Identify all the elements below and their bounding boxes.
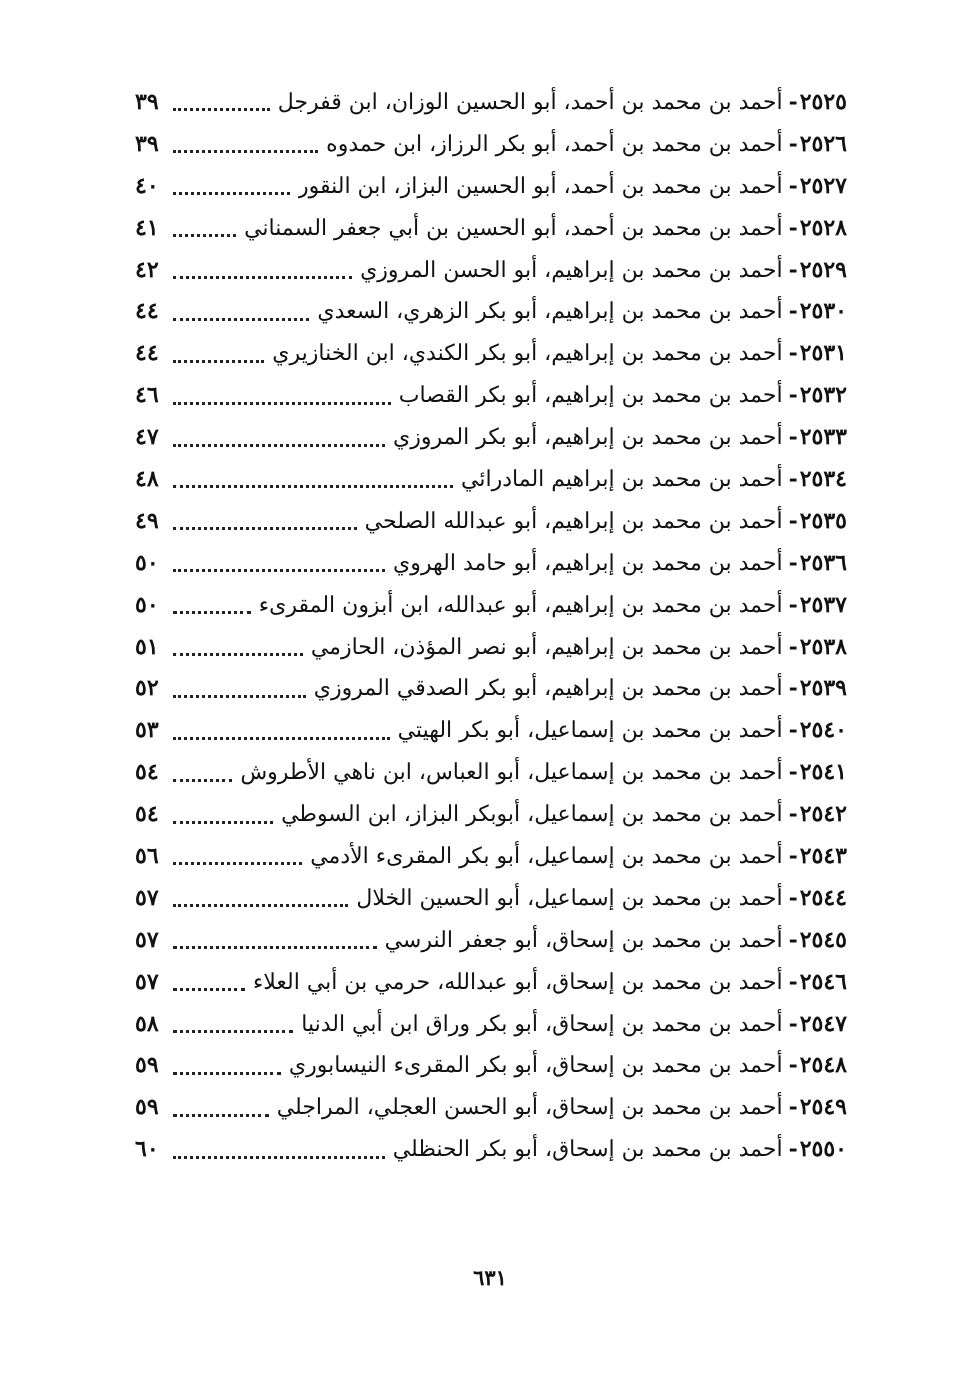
table-of-contents bbox=[135, 82, 847, 1171]
entry-title: أحمد بن محمد بن إسحاق، أبو بكر الحنظلي bbox=[392, 1137, 783, 1163]
entry-number: ٢٥٤٠ bbox=[799, 717, 847, 744]
entry-number: ٢٥٤١ bbox=[799, 759, 847, 786]
toc-entry bbox=[135, 208, 847, 250]
entry-separator: - bbox=[788, 1094, 798, 1121]
entry-page-number: ٥٧ bbox=[135, 968, 159, 995]
entry-number: ٢٥٣٤ bbox=[799, 466, 847, 493]
entry-title: أحمد بن محمد بن إسماعيل، أبو الحسين الخلال bbox=[356, 885, 783, 911]
entry-number: ٢٥٣٧ bbox=[799, 591, 847, 618]
toc-entry bbox=[135, 585, 847, 627]
entry-title: أحمد بن محمد بن إبراهيم، أبو حامد الهروي bbox=[393, 550, 783, 576]
entry-number: ٢٥٤٣ bbox=[799, 843, 847, 870]
toc-entry bbox=[135, 878, 847, 920]
entry-number: ٢٥٤٥ bbox=[799, 926, 847, 953]
dot-leader bbox=[173, 485, 453, 488]
entry-number: ٢٥٣٨ bbox=[799, 633, 847, 660]
toc-entry bbox=[135, 1087, 847, 1129]
toc-entry bbox=[135, 459, 847, 501]
toc-entry bbox=[135, 501, 847, 543]
entry-title: أحمد بن محمد بن إبراهيم، أبو عبدالله الصلحي bbox=[364, 508, 783, 534]
dot-leader bbox=[173, 1072, 281, 1075]
entry-separator: - bbox=[788, 633, 798, 660]
entry-separator: - bbox=[788, 717, 798, 744]
dot-leader bbox=[173, 1156, 385, 1159]
dot-leader bbox=[173, 276, 352, 279]
entry-number: ٢٥٤٧ bbox=[799, 1010, 847, 1037]
entry-number: ٢٥٢٨ bbox=[799, 214, 847, 241]
entry-page-number: ٥١ bbox=[135, 633, 159, 660]
entry-separator: - bbox=[788, 89, 798, 115]
entry-separator: - bbox=[788, 214, 798, 241]
entry-number: ٢٥٢٥ bbox=[799, 89, 847, 115]
dot-leader bbox=[173, 862, 302, 865]
dot-leader bbox=[173, 234, 236, 237]
toc-entry bbox=[135, 417, 847, 459]
entry-page-number: ٥٢ bbox=[135, 675, 159, 702]
toc-entry bbox=[135, 1004, 847, 1046]
entry-number: ٢٥٢٩ bbox=[799, 256, 847, 283]
toc-entry bbox=[135, 1129, 847, 1171]
entry-separator: - bbox=[788, 172, 798, 199]
dot-leader bbox=[173, 318, 309, 321]
entry-number: ٢٥٣٥ bbox=[799, 507, 847, 534]
entry-page-number: ٤٩ bbox=[135, 507, 159, 534]
entry-separator: - bbox=[788, 256, 798, 283]
entry-separator: - bbox=[788, 549, 798, 576]
entry-page-number: ٣٩ bbox=[135, 130, 159, 157]
entry-page-number: ٥٧ bbox=[135, 884, 159, 911]
entry-page-number: ٤٤ bbox=[135, 298, 159, 325]
entry-title: أحمد بن محمد بن أحمد، أبو الحسين بن أبي جعفر السمناني bbox=[244, 215, 783, 241]
entry-number: ٢٥٤٨ bbox=[799, 1052, 847, 1079]
entry-title: أحمد بن محمد بن إسحاق، أبو بكر المقرىء النيسابوري bbox=[288, 1053, 783, 1079]
entry-page-number: ٣٩ bbox=[135, 89, 159, 115]
dot-leader bbox=[173, 402, 391, 405]
dot-leader bbox=[173, 192, 290, 195]
entry-title: أحمد بن محمد بن إبراهيم، أبو نصر المؤذن، الحازمي bbox=[310, 634, 783, 660]
dot-leader bbox=[173, 946, 377, 949]
toc-entry bbox=[135, 291, 847, 333]
entry-separator: - bbox=[788, 1010, 798, 1037]
toc-entry bbox=[135, 962, 847, 1004]
entry-page-number: ٥٦ bbox=[135, 843, 159, 870]
entry-page-number: ٦٠ bbox=[135, 1136, 159, 1163]
dot-leader bbox=[173, 150, 318, 153]
entry-title: أحمد بن محمد بن إبراهيم، أبو عبدالله، ابن أبزون المقرىء bbox=[258, 592, 783, 618]
entry-separator: - bbox=[788, 843, 798, 870]
entry-number: ٢٥٣٣ bbox=[799, 424, 847, 451]
entry-page-number: ٥٤ bbox=[135, 801, 159, 828]
entry-number: ٢٥٣٦ bbox=[799, 549, 847, 576]
entry-number: ٢٥٢٧ bbox=[799, 172, 847, 199]
dot-leader bbox=[173, 1114, 269, 1117]
entry-separator: - bbox=[788, 884, 798, 911]
dot-leader bbox=[173, 360, 264, 363]
entry-separator: - bbox=[788, 675, 798, 702]
entry-title: أحمد بن محمد بن إبراهيم، أبو الحسن المروزي bbox=[360, 257, 783, 283]
dot-leader bbox=[173, 611, 251, 614]
entry-page-number: ٥٤ bbox=[135, 759, 159, 786]
dot-leader bbox=[173, 695, 306, 698]
entry-number: ٢٥٣١ bbox=[799, 340, 847, 367]
entry-separator: - bbox=[788, 424, 798, 451]
entry-separator: - bbox=[788, 1136, 798, 1163]
toc-entry bbox=[135, 794, 847, 836]
dot-leader bbox=[173, 108, 270, 111]
entry-number: ٢٥٤٤ bbox=[799, 884, 847, 911]
dot-leader bbox=[173, 653, 303, 656]
entry-title: أحمد بن محمد بن إبراهيم، أبو بكر القصاب bbox=[398, 383, 783, 409]
entry-number: ٢٥٥٠ bbox=[799, 1136, 847, 1163]
entry-title: أحمد بن محمد بن أحمد، أبو بكر الرزاز، ابن حمدوه bbox=[326, 131, 783, 157]
toc-entry bbox=[135, 836, 847, 878]
toc-entry bbox=[135, 250, 847, 292]
toc-entry bbox=[135, 1045, 847, 1087]
entry-title: أحمد بن محمد بن إسماعيل، أبو العباس، ابن ناهي الأطروش bbox=[240, 760, 783, 786]
entry-page-number: ٥٩ bbox=[135, 1094, 159, 1121]
entry-title: أحمد بن محمد بن إسحاق، أبو بكر وراق ابن أبي الدنيا bbox=[301, 1011, 783, 1037]
entry-number: ٢٥٣٩ bbox=[799, 675, 847, 702]
entry-title: أحمد بن محمد بن إسماعيل، أبوبكر البزاز، ابن السوطي bbox=[281, 802, 783, 828]
dot-leader bbox=[173, 737, 390, 740]
toc-entry bbox=[135, 543, 847, 585]
toc-entry bbox=[135, 166, 847, 208]
dot-leader bbox=[173, 779, 232, 782]
dot-leader bbox=[173, 527, 357, 530]
entry-title: أحمد بن محمد بن إسحاق، أبو عبدالله، حرمي بن أبي العلاء bbox=[252, 969, 783, 995]
entry-separator: - bbox=[788, 340, 798, 367]
toc-entry bbox=[135, 710, 847, 752]
entry-number: ٢٥٢٦ bbox=[799, 130, 847, 157]
entry-title: أحمد بن محمد بن إسحاق، أبو جعفر النرسي bbox=[384, 927, 783, 953]
entry-title: أحمد بن محمد بن إبراهيم، أبو بكر الزهري، السعدي bbox=[317, 299, 783, 325]
toc-entry bbox=[135, 920, 847, 962]
entry-separator: - bbox=[788, 591, 798, 618]
entry-page-number: ٤٨ bbox=[135, 466, 159, 493]
dot-leader bbox=[173, 821, 273, 824]
entry-title: أحمد بن محمد بن أحمد، أبو الحسين البزاز، ابن النقور bbox=[297, 173, 783, 199]
entry-page-number: ٤٢ bbox=[135, 256, 159, 283]
entry-page-number: ٤٦ bbox=[135, 382, 159, 409]
entry-page-number: ٤١ bbox=[135, 214, 159, 241]
entry-title: أحمد بن محمد بن أحمد، أبو الحسين الوزان، ابن قفرجل bbox=[277, 90, 783, 115]
entry-page-number: ٥٠ bbox=[135, 591, 159, 618]
dot-leader bbox=[173, 444, 385, 447]
entry-page-number: ٥٧ bbox=[135, 926, 159, 953]
entry-title: أحمد بن محمد بن إسماعيل، أبو بكر المقرىء الأدمي bbox=[310, 844, 783, 870]
entry-separator: - bbox=[788, 382, 798, 409]
entry-number: ٢٥٣٢ bbox=[799, 382, 847, 409]
toc-entry bbox=[135, 124, 847, 166]
entry-number: ٢٥٣٠ bbox=[799, 298, 847, 325]
toc-entry bbox=[135, 333, 847, 375]
entry-page-number: ٥٨ bbox=[135, 1010, 159, 1037]
entry-page-number: ٥٠ bbox=[135, 549, 159, 576]
entry-title: أحمد بن محمد بن إسماعيل، أبو بكر الهيتي bbox=[397, 718, 783, 744]
entry-separator: - bbox=[788, 1052, 798, 1079]
entry-page-number: ٥٣ bbox=[135, 717, 159, 744]
entry-title: أحمد بن محمد بن إبراهيم، أبو بكر الكندي، ابن الخنازيري bbox=[272, 341, 783, 367]
dot-leader bbox=[173, 569, 385, 572]
entry-separator: - bbox=[788, 298, 798, 325]
entry-separator: - bbox=[788, 926, 798, 953]
dot-leader bbox=[173, 904, 348, 907]
dot-leader bbox=[173, 1030, 293, 1033]
entry-title: أحمد بن محمد بن إبراهيم، أبو بكر الصدقي المروزي bbox=[313, 676, 783, 702]
entry-number: ٢٥٤٩ bbox=[799, 1094, 847, 1121]
page-number: ٦٣١ bbox=[473, 1265, 507, 1290]
entry-separator: - bbox=[788, 968, 798, 995]
entry-page-number: ٤٠ bbox=[135, 172, 159, 199]
dot-leader bbox=[173, 988, 245, 991]
toc-entry bbox=[135, 375, 847, 417]
entry-title: أحمد بن محمد بن إبراهيم المادرائي bbox=[461, 467, 783, 493]
toc-entry bbox=[135, 668, 847, 710]
entry-separator: - bbox=[788, 759, 798, 786]
entry-page-number: ٥٩ bbox=[135, 1052, 159, 1079]
entry-number: ٢٥٤٢ bbox=[799, 801, 847, 828]
entry-page-number: ٤٤ bbox=[135, 340, 159, 367]
entry-separator: - bbox=[788, 801, 798, 828]
entry-separator: - bbox=[788, 507, 798, 534]
toc-entry bbox=[135, 82, 847, 124]
entry-separator: - bbox=[788, 466, 798, 493]
entry-title: أحمد بن محمد بن إسحاق، أبو الحسن العجلي، المراجلي bbox=[276, 1095, 783, 1121]
entry-separator: - bbox=[788, 130, 798, 157]
toc-entry bbox=[135, 627, 847, 669]
entry-number: ٢٥٤٦ bbox=[799, 968, 847, 995]
toc-entry bbox=[135, 752, 847, 794]
entry-page-number: ٤٧ bbox=[135, 424, 159, 451]
entry-title: أحمد بن محمد بن إبراهيم، أبو بكر المروزي bbox=[393, 425, 783, 451]
